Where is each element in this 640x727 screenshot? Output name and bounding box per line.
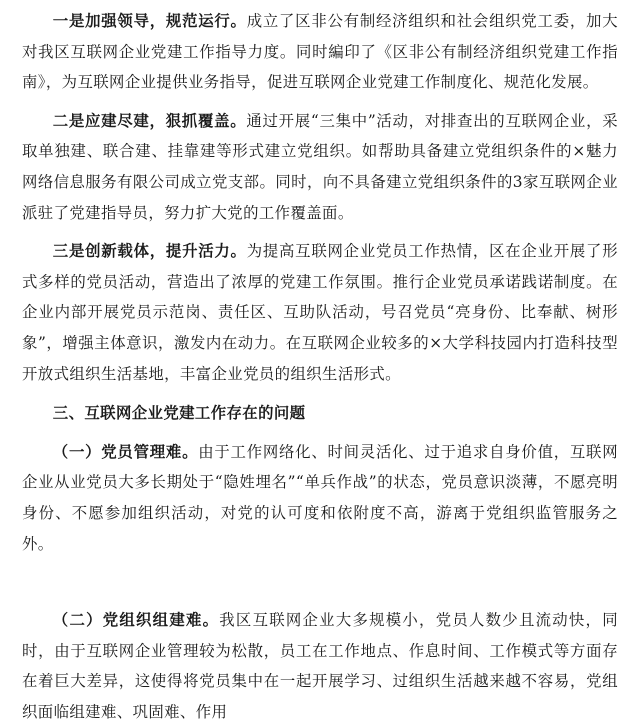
subsection-organization-building: [22, 605, 618, 727]
paragraph-body: 为提高互联网企业党员工作热情，区在企业开展了形式多样的党员活动，营造出了浓厚的党建工作氛围。推行企业党员承诺践诺制度。在企业内部开展党员示范岗、责任区、互助队活动，号召党员“亮身份、比奉献、树形象”，增强主体意识，激发内在动力。在互联网企业较多的×大学科技园内打造科技型开放式组织生活基地，丰富企业党员的组织生活形式。: [22, 242, 618, 383]
paragraph-lead: 二是应建尽建，狠抓覆盖。: [52, 111, 247, 130]
subsection-body: 我区互联网企业大多规模小，党员人数少且流动快，同时，由于互联网企业管理较为松散，员工在工作地点、作息时间、工作模式等方面存在着巨大差异，这使得将党员集中在一起开展学习、过组织生活越来越不容易，党组织面临组建难、巩固难、作用: [22, 611, 618, 721]
section-heading: 三、互联网企业党建工作存在的问题: [52, 404, 306, 423]
subsection-lead: （二）党组织组建难。: [52, 611, 220, 630]
subsection-member-management: [22, 437, 618, 559]
paragraph-body: 通过开展“三集中”活动，对排查出的互联网企业，采取单独建、联合建、挂靠建等形式建立党组织。如帮助具备建立党组织条件的×魅力网络信息服务有限公司成立党支部。同时，向不具备建立党组织条件的3家互联网企业派驻了党建指导员，努力扩大党的工作覆盖面。: [22, 111, 618, 222]
paragraph-lead: 三是创新载体，提升活力。: [52, 242, 247, 261]
subsection-lead: （一）党员管理难。: [52, 442, 199, 461]
paragraph-full-coverage: [22, 106, 618, 228]
paragraph-innovate-carriers: [22, 236, 618, 389]
subsection-body: 由于工作网络化、时间灵活化、过于追求自身价值，互联网企业从业党员大多长期处于“隐姓埋名”“单兵作战”的状态，党员意识淡薄，不愿亮明身份、不愿参加组织活动，对党的认可度和依附度不高，游离于党组织监管服务之外。: [22, 442, 618, 553]
paragraph-lead: 一是加强领导，规范运行。: [52, 12, 247, 30]
paragraph-strengthen-leadership: [22, 6, 618, 98]
paragraph-body: 成立了区非公有制经济组织和社会组织党工委，加大对我区互联网企业党建工作指导力度。同时編印了《区非公有制经济组织党建工作指南》，为互联网企业提供业务指导，促进互联网企业党建工作制度化、规范化发展。: [22, 12, 618, 92]
